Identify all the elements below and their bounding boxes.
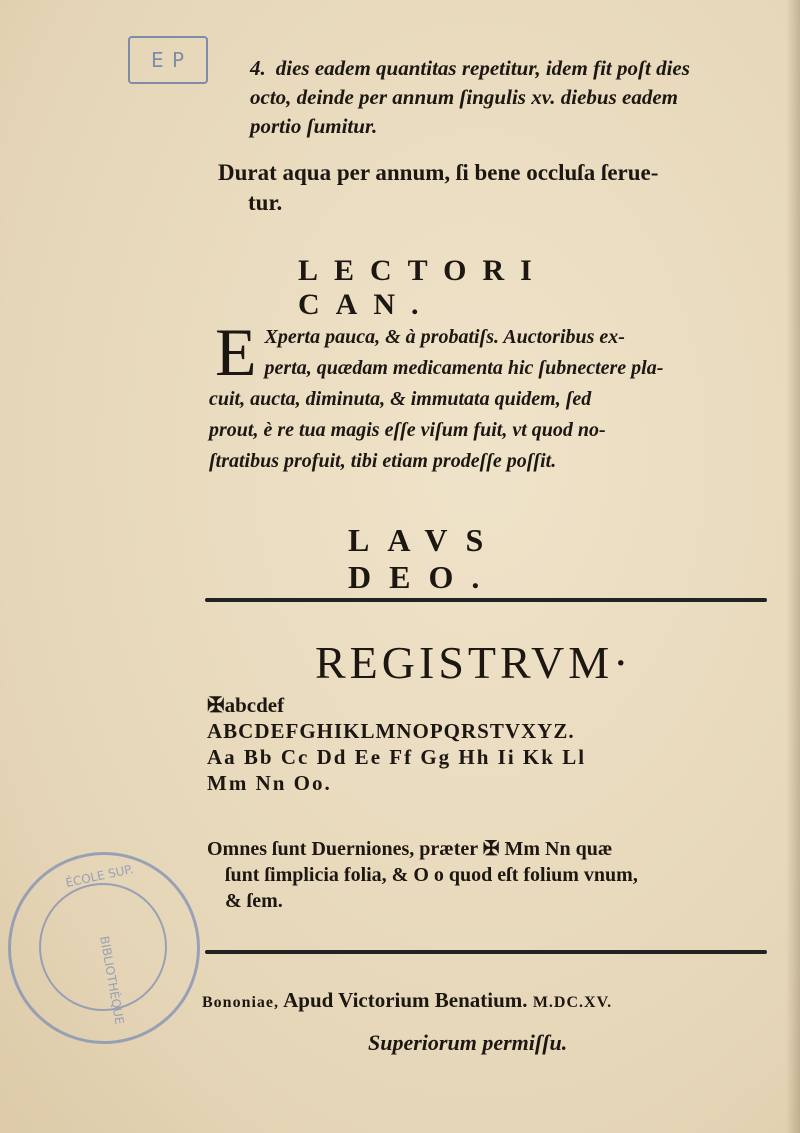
stamp-round-side: BIBLIOTHÈQUE [97, 935, 127, 1026]
stamp-top-text: E P [150, 48, 186, 72]
durat-line-2: tur. [248, 190, 283, 215]
library-stamp-round [8, 852, 200, 1044]
recipe-line-3: portio ſumitur. [250, 114, 378, 138]
stamp-round-top: ÉCOLE SUP. [64, 861, 135, 891]
lector-heading: LECTORI CAN. [298, 254, 548, 321]
recipe-continuation [250, 54, 770, 141]
durat-paragraph [218, 158, 778, 218]
omnes-paragraph [207, 836, 772, 914]
divider-rule-bottom [205, 950, 767, 954]
registrum-line-4: Mm Nn Oo. [207, 771, 332, 795]
lector-line-4: prout, è re tua magis eſſe viſum fuit, vt quod no- [209, 419, 606, 441]
lector-line-3: cuit, aucta, diminuta, & immutata quidem, ſed [209, 388, 592, 410]
durat-line-1: Durat aqua per annum, ſi bene occluſa ſerue- [218, 160, 659, 185]
registrum-title: REGISTRVM· [315, 637, 633, 688]
registrum-line-2: ABCDEFGHIKLMNOPQRSTVXYZ. [207, 719, 575, 743]
superiorum-permissu: Superiorum permiſſu. [368, 1030, 568, 1055]
lector-line-5: ſtratibus profuit, tibi etiam prodeſſe poſſit. [209, 450, 557, 472]
lector-paragraph [209, 314, 775, 477]
omnes-line-3: & ſem. [225, 890, 283, 912]
lector-line-1: Xperta pauca, & à probatiſs. Auctoribus ex- [264, 326, 625, 348]
recipe-number: 4. [250, 56, 266, 80]
laus-deo: LAVS DEO. [348, 522, 502, 595]
omnes-line-1: Omnes ſunt Duerniones, præter ✠ Mm Nn quæ [207, 838, 613, 860]
library-stamp-top [128, 36, 208, 84]
imprint-publisher: Apud Victorium Benatium. [283, 988, 528, 1012]
registrum-list [207, 692, 772, 796]
imprint-line [202, 986, 777, 1017]
lector-line-2: perta, quædam medicamenta hic ſubnectere pla- [264, 357, 664, 379]
recipe-line-2: octo, deinde per annum ſingulis xv. diebus eadem [250, 85, 678, 109]
registrum-line-1: ✠abcdef [207, 693, 285, 717]
imprint-city: Bononiae, [202, 994, 280, 1011]
registrum-line-3: Aa Bb Cc Dd Ee Ff Gg Hh Ii Kk Ll [207, 745, 587, 769]
recipe-line-1: 4. dies eadem quantitas repetitur, idem fit poſt dies [250, 56, 690, 80]
omnes-line-2: ſunt ſimplicia folia, & O o quod eſt folium vnum, [225, 864, 638, 886]
imprint-year: M.DC.XV. [532, 994, 613, 1011]
divider-rule-top [205, 598, 767, 602]
page-edge-shadow [786, 0, 800, 1133]
drop-cap: E [215, 314, 257, 390]
